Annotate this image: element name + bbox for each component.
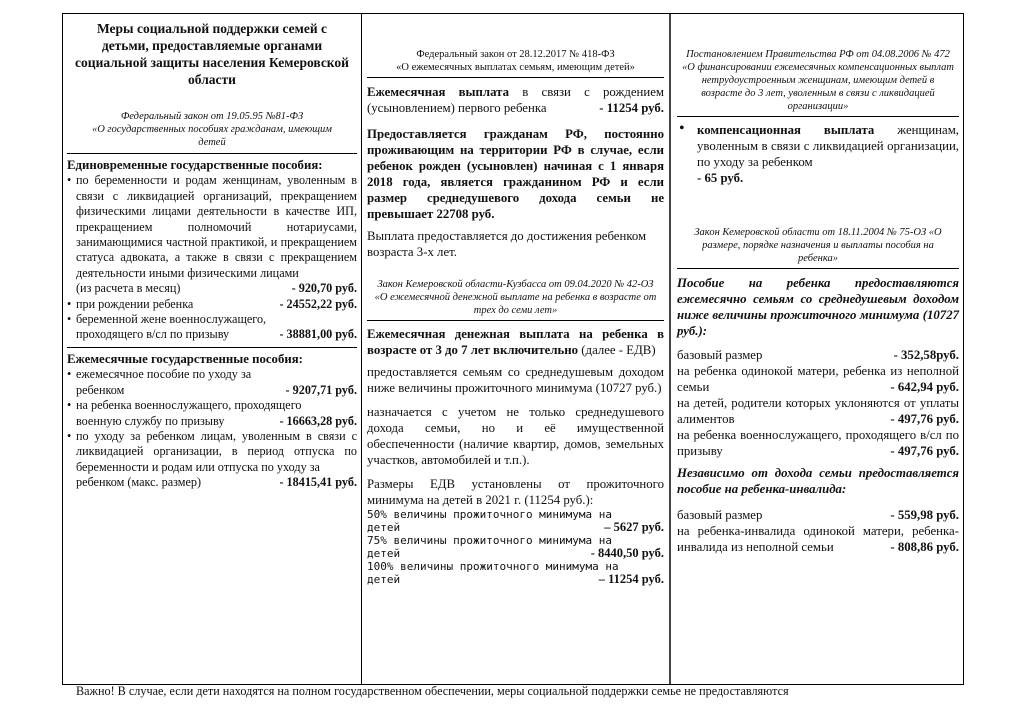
disabled-amount: - 808,86 руб. xyxy=(890,540,959,554)
footer-note: Важно! В случае, если дети находятся на полном государственном обеспечении, меры социальной поддержки семье не предоставляются xyxy=(76,684,789,698)
rate-tail: детей xyxy=(367,521,401,534)
benefit-amount: - 16663,28 руб. xyxy=(279,413,357,428)
disabled-row-base xyxy=(677,507,959,523)
rate-label: 75% величины прожиточного минимума на xyxy=(367,534,613,547)
edv-rate-50 xyxy=(367,508,664,534)
benefit-text-tail: (из расчета в месяц) xyxy=(76,281,181,296)
column-federal-benefits xyxy=(63,14,362,684)
benefit-text: по уходу за ребенком лицам, уволенным в связи с ликвидацией организации, в период отпуска по беременности и родам или отпуска по уходу за xyxy=(76,428,357,474)
allowance-label: базовый размер xyxy=(677,348,763,362)
benefit-text-tail: ребенком xyxy=(76,382,125,397)
disabled-table xyxy=(677,507,959,555)
sheet-title: Меры социальной поддержки семей с детьми, предоставляемые органами социальной защиты населения Кемеровской области xyxy=(75,21,349,87)
allowance-amount: - 497,76 руб. xyxy=(890,412,959,426)
benefit-text: беременной жене военнослужащего, xyxy=(76,312,267,327)
edv-rate-100 xyxy=(367,560,664,586)
allowance-row-base xyxy=(677,347,959,363)
rate-amount: – 5627 руб. xyxy=(604,520,664,534)
benefit-liquidation-care xyxy=(67,429,357,491)
law-81fz-title: «О государственных пособиях гражданам, имеющим детей xyxy=(91,124,333,148)
disabled-label: на ребенка-инвалида одинокой матери, ребенка-инвалида из неполной семьи xyxy=(677,524,959,554)
benefit-maternity xyxy=(67,173,357,296)
allowance-amount: - 497,76 руб. xyxy=(890,444,959,458)
allowance-amount: - 352,58руб. xyxy=(893,348,959,362)
compensation-amount: - 65 руб. xyxy=(697,171,744,185)
benefit-text: по беременности и родам женщинам, уволенным в связи с ликвидацией организаций, прекращением физическими лицами деятельности в качестве ИП, прекращением полномочий нотариусами, занимающимися частной практикой, и прекращением статуса адвоката, а также в связи с прекращением деятельности иными физическими лицами xyxy=(76,173,357,280)
decree-472-title: «О финансировании ежемесячных компенсационных выплат нетрудоустроенным женщинам, имеющим детей в возрасте до 3 лет, уволенным в связи с ликвидацией организации» xyxy=(682,62,954,112)
allowance-amount: - 642,94 руб. xyxy=(890,380,959,394)
monthly-benefits-list xyxy=(67,367,357,490)
rate-tail: детей xyxy=(367,573,401,586)
allowance-label: на ребенка одинокой матери, ребенка из неполной семьи xyxy=(677,364,959,394)
benefit-soldier-child xyxy=(67,398,357,429)
benefit-text-tail: ребенком (макс. размер) xyxy=(76,475,202,490)
rate-amount: – 11254 руб. xyxy=(598,572,664,586)
edv-rate-75 xyxy=(367,534,664,560)
monthly-heading: Ежемесячные государственные пособия: xyxy=(67,351,303,366)
benefit-text-tail: проходящего в/сл по призыву xyxy=(76,327,230,342)
disabled-heading: Независимо от дохода семьи предоставляется пособие на ребенка-инвалида: xyxy=(677,466,959,496)
allowance-label: на ребенка военнослужащего, проходящего в/сл по призыву xyxy=(677,428,959,458)
until-age-text: Выплата предоставляется до достижения ребенком возраста 3-х лет. xyxy=(367,229,647,259)
benefit-text: ежемесячное пособие по уходу за xyxy=(76,367,252,382)
benefit-text: на ребенка военнослужащего, проходящего xyxy=(76,398,302,413)
allowance-heading: Пособие на ребенка предоставляются ежемесячно семьям со среднедушевым доходом ниже величины прожиточного минимума (10727 руб.): xyxy=(677,276,959,338)
edv-rates xyxy=(367,508,664,586)
benefit-amount: - 920,70 руб. xyxy=(291,281,357,296)
rate-label: 50% величины прожиточного минимума на xyxy=(367,508,613,521)
benefit-amount: - 18415,41 руб. xyxy=(279,475,357,490)
allowance-row-alimony xyxy=(677,395,959,427)
benefit-soldier-wife xyxy=(67,312,357,343)
disabled-label: базовый размер xyxy=(677,508,763,522)
law-81fz: Федеральный закон от 19.05.95 №81-ФЗ xyxy=(120,111,304,122)
edv-sizes: Размеры ЕДВ установлены от прожиточного минимума на детей в 2021 г. (11254 руб.): xyxy=(367,477,664,507)
benefit-childcare xyxy=(67,367,357,398)
first-child-lead: Ежемесячная выплата xyxy=(367,85,509,99)
decree-472: Постановлением Правительства РФ от 04.08.2006 № 472 xyxy=(686,49,950,60)
law-42oz: Закон Кемеровской области-Кузбасса от 09.04.2020 № 42-ОЗ «О ежемесячной денежной выплате на ребенка в возрасте от трех до семи лет» xyxy=(374,279,657,316)
first-child-text: в связи с рождением (усыновлением) первого ребенка xyxy=(367,85,664,115)
compensation-text: женщинам, уволенным в связи с ликвидацией организации, по уходу за ребенком xyxy=(697,123,959,169)
allowance-table xyxy=(677,347,959,459)
law-75oz: Закон Кемеровской области от 18.11.2004 № 75-ОЗ «О размере, порядке назначения и выплаты пособия на ребенка» xyxy=(694,227,942,264)
compensation-title: компенсационная выплата xyxy=(697,123,875,137)
benefit-text-tail: • при рождении ребенка xyxy=(76,296,194,311)
edv-who: предоставляется семьям со среднедушевым доходом ниже величины прожиточного минимума (10727 руб.) xyxy=(367,365,664,395)
onetime-heading: Единовременные государственные пособия: xyxy=(67,158,323,172)
rate-tail: детей xyxy=(367,547,401,560)
first-child-payment xyxy=(367,84,664,116)
edv-heading xyxy=(367,326,664,358)
column-monthly-payments xyxy=(362,14,671,684)
rate-label: 100% величины прожиточного минимума на xyxy=(367,560,619,573)
compensation-payment xyxy=(677,122,959,186)
column-regional-allowances xyxy=(671,14,963,684)
edv-title: Ежемесячная денежная выплата на ребенка в возрасте от 3 до 7 лет включительно xyxy=(367,327,664,357)
benefit-text-tail: военную службу по призыву xyxy=(76,413,225,428)
allowance-label: на детей, родители которых уклоняются от уплаты алиментов xyxy=(677,396,959,426)
onetime-benefits-list xyxy=(67,173,357,342)
benefit-amount: - 38881,00 руб. xyxy=(279,327,357,342)
disabled-amount: - 559,98 руб. xyxy=(890,508,959,522)
eligibility-text: Предоставляется гражданам РФ, постоянно проживающим на территории РФ в случае, если ребенок рожден (усыновлен) начиная с 1 января 2018 года, является гражданином РФ и если размер среднедушевого дохода семьи не превышает 22708 руб. xyxy=(367,127,664,221)
benefit-amount: - 9207,71 руб. xyxy=(285,382,357,397)
benefit-amount: - 24552,22 руб. xyxy=(279,296,357,311)
edv-abbrev: (далее - ЕДВ) xyxy=(578,343,656,357)
info-sheet xyxy=(62,13,964,685)
rate-amount: - 8440,50 руб. xyxy=(590,546,664,560)
law-418fz-title: «О ежемесячных выплатах семьям, имеющим детей» xyxy=(396,62,635,73)
first-child-amount: - 11254 руб. xyxy=(599,101,664,115)
disabled-row-single-mother xyxy=(677,523,959,555)
benefit-birth xyxy=(67,297,357,312)
allowance-row-single-mother xyxy=(677,363,959,395)
allowance-row-soldier xyxy=(677,427,959,459)
law-418fz: Федеральный закон от 28.12.2017 № 418-ФЗ xyxy=(416,49,615,60)
edv-assessment: назначается с учетом не только среднедушевого дохода семьи, но и её имущественной обеспеченности (наличие квартир, домов, земельных участков, автомобилей и т.п.). xyxy=(367,405,664,467)
